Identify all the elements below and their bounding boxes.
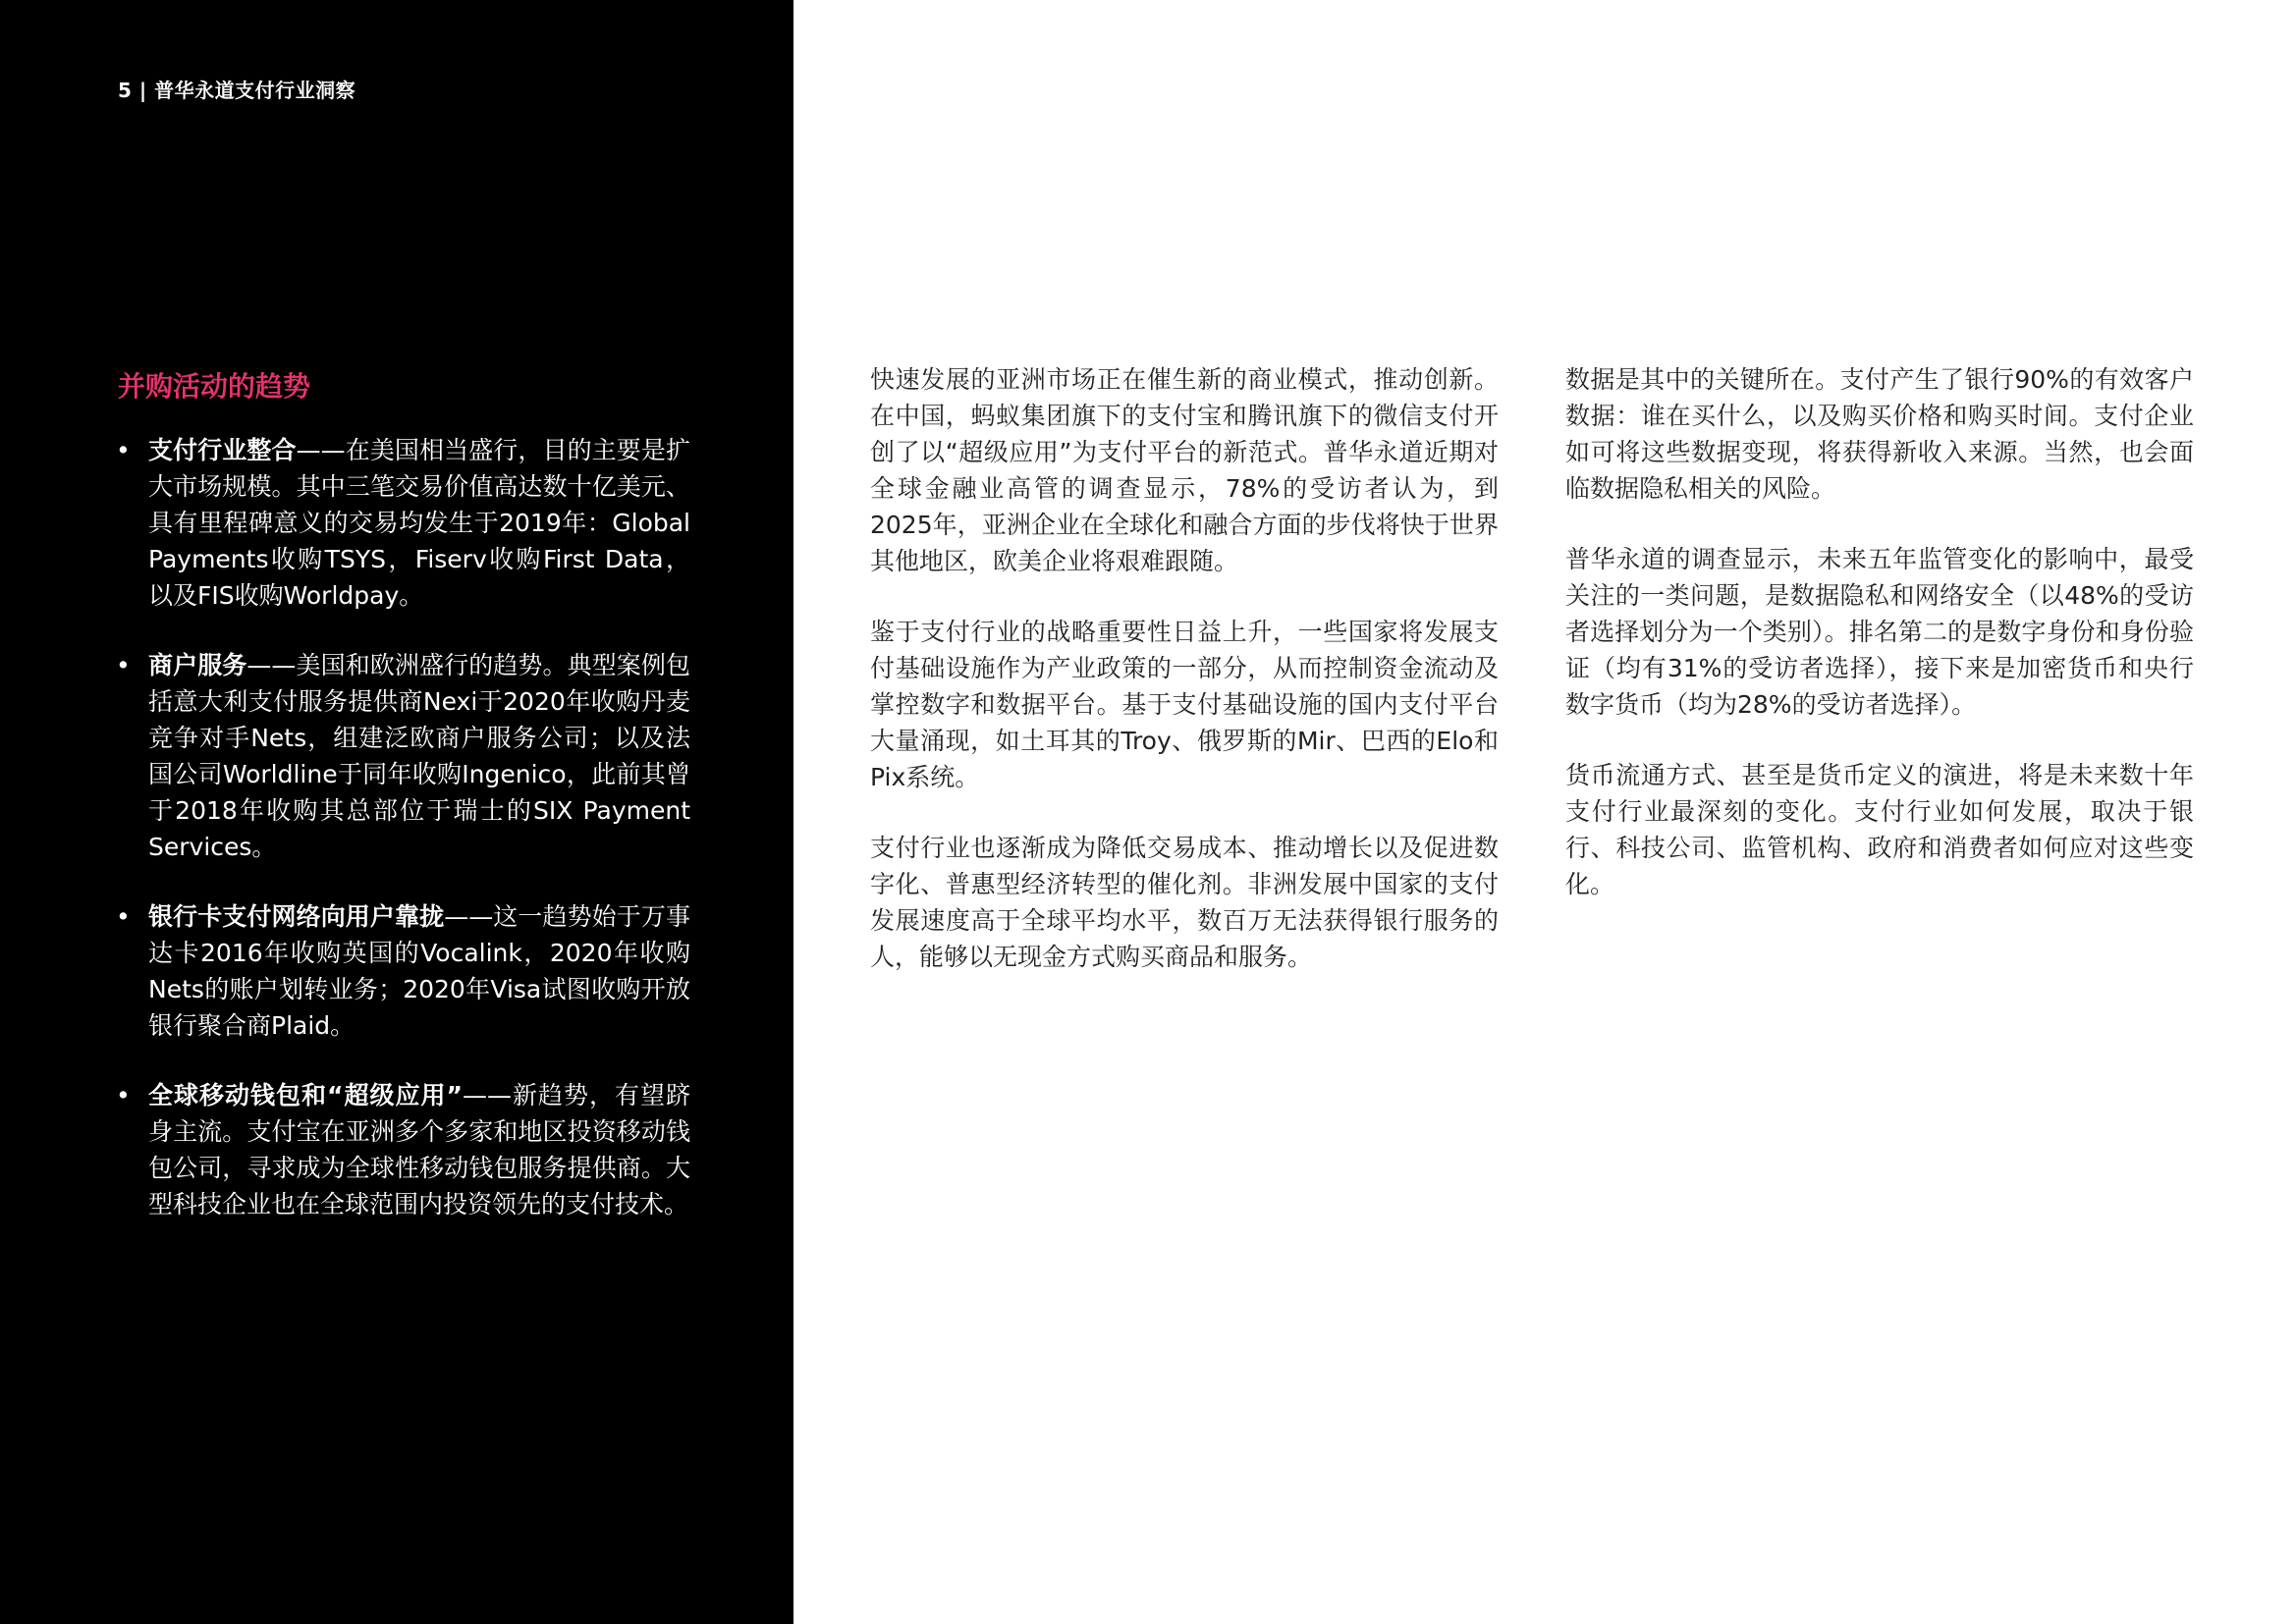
section-title: 并购活动的趋势 (118, 370, 311, 403)
bullet-item-merchant-services (116, 647, 690, 865)
bullet-dot-icon: • (116, 1081, 131, 1110)
bullet-lead: 支付行业整合 (148, 436, 297, 464)
bullet-item-card-networks (116, 898, 690, 1044)
bullet-dot-icon: • (116, 436, 131, 464)
bullet-item-mobile-wallets (116, 1077, 690, 1222)
middle-text-column (870, 361, 1499, 1009)
body-paragraph: 普华永道的调查显示，未来五年监管变化的影响中，最受关注的一类问题，是数据隐私和网络安全（以48%的受访者选择划分为一个类别）。排名第二的是数字身份和身份验证（均有31%的受访者选择），接下来是加密货币和央行数字货币（均为28%的受访者选择）。 (1565, 545, 2194, 719)
body-paragraph: 数据是其中的关键所在。支付产生了银行90%的有效客户数据：谁在买什么，以及购买价格和购买时间。支付企业如可将这些数据变现，将获得新收入来源。当然，也会面临数据隐私相关的风险。 (1565, 365, 2194, 503)
bullet-text: ——美国和欧洲盛行的趋势。典型案例包括意大利支付服务提供商Nexi于2020年收购丹麦竞争对手Nets，组建泛欧商户服务公司；以及法国公司Worldline于同年收购Ingenico，此前其曾于2018年收购其总部位于瑞士的SIX Payment Services。 (148, 651, 690, 861)
left-dark-panel (0, 0, 793, 1624)
bullet-dot-icon: • (116, 651, 131, 679)
page-number: 5 (118, 79, 133, 102)
bullet-dot-icon: • (116, 902, 131, 931)
body-paragraph: 支付行业也逐渐成为降低交易成本、推动增长以及促进数字化、普惠型经济转型的催化剂。非洲发展中国家的支付发展速度高于全球平均水平，数百万无法获得银行服务的人，能够以无现金方式购买商品和服务。 (870, 834, 1499, 971)
bullet-text: ——新趋势，有望跻身主流。支付宝在亚洲多个多家和地区投资移动钱包公司，寻求成为全球性移动钱包服务提供商。大型科技企业也在全球范围内投资领先的支付技术。 (148, 1081, 690, 1218)
bullet-item-consolidation (116, 432, 690, 614)
trend-bullet-list (116, 432, 690, 1256)
bullet-lead: 全球移动钱包和“超级应用” (148, 1081, 463, 1110)
body-paragraph: 快速发展的亚洲市场正在催生新的商业模式，推动创新。在中国，蚂蚁集团旗下的支付宝和腾讯旗下的微信支付开创了以“超级应用”为支付平台的新范式。普华永道近期对全球金融业高管的调查显示，78%的受访者认为，到2025年，亚洲企业在全球化和融合方面的步伐将快于世界其他地区，欧美企业将艰难跟随。 (870, 365, 1499, 575)
bullet-text: ——这一趋势始于万事达卡2016年收购英国的Vocalink，2020年收购Nets的账户划转业务；2020年Visa试图收购开放银行聚合商Plaid。 (148, 902, 690, 1040)
report-title: 普华永道支付行业洞察 (154, 79, 356, 102)
header-separator: | (138, 79, 147, 102)
page-header (118, 75, 355, 103)
body-paragraph: 货币流通方式、甚至是货币定义的演进，将是未来数十年支付行业最深刻的变化。支付行业如何发展，取决于银行、科技公司、监管机构、政府和消费者如何应对这些变化。 (1565, 761, 2194, 898)
bullet-text: ——在美国相当盛行，目的主要是扩大市场规模。其中三笔交易价值高达数十亿美元、具有里程碑意义的交易均发生于2019年：Global Payments收购TSYS，Fiserv收购First Data，以及FIS收购Worldpay。 (148, 436, 690, 610)
right-text-column (1565, 361, 2194, 937)
bullet-lead: 银行卡支付网络向用户靠拢 (148, 902, 445, 931)
body-paragraph: 鉴于支付行业的战略重要性日益上升，一些国家将发展支付基础设施作为产业政策的一部分，从而控制资金流动及掌控数字和数据平台。基于支付基础设施的国内支付平台大量涌现，如土耳其的Troy、俄罗斯的Mir、巴西的Elo和Pix系统。 (870, 618, 1499, 791)
bullet-lead: 商户服务 (148, 651, 247, 679)
